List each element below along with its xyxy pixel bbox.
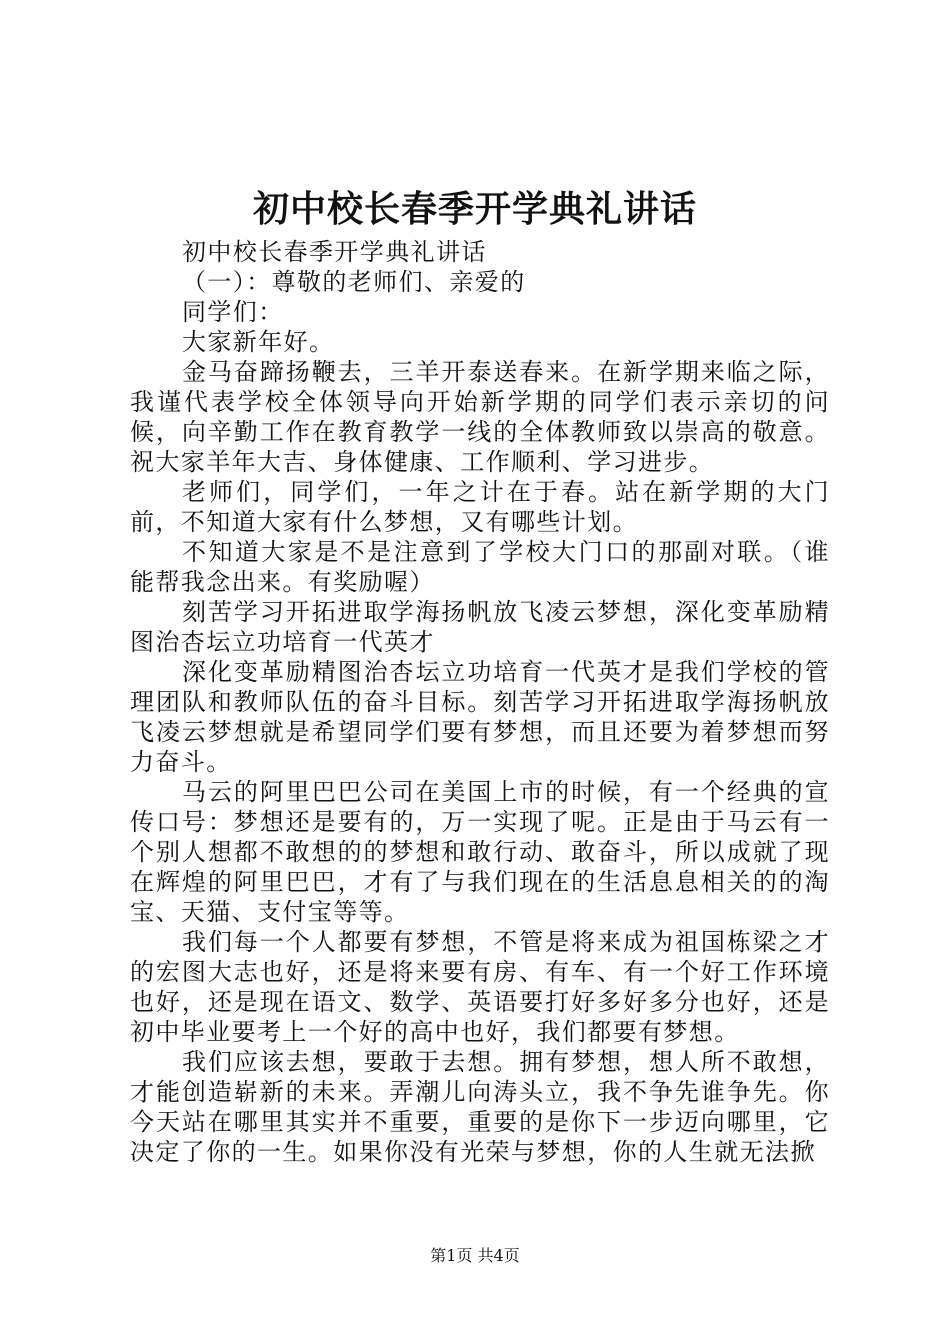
paragraph: 大家新年好。 — [182, 328, 335, 356]
paragraph: 初中校长春季开学典礼讲话 — [182, 238, 487, 266]
document-title: 初中校长春季开学典礼讲话 — [252, 188, 697, 230]
paragraph: 我们应该去想，要敢于去想。拥有梦想，想人所不敢想，才能创造崭新的未来。弄潮儿向涛头立，我不争先谁争先。你今天站在哪里其实并不重要，重要的是你下一步迈向哪里，它决定了你的一生。如果你没有光荣与梦想，你的人生就无法掀 — [130, 1048, 830, 1166]
document-body — [130, 237, 830, 1167]
paragraph: 不知道大家是不是注意到了学校大门口的那副对联。（谁能帮我念出来。有奖励喔） — [130, 538, 830, 596]
paragraph: 老师们，同学们，一年之计在于春。站在新学期的大门前，不知道大家有什么梦想，又有哪些计划。 — [130, 478, 830, 536]
paragraph: 金马奋蹄扬鞭去，三羊开泰送春来。在新学期来临之际，我谨代表学校全体领导向开始新学期的同学们表示亲切的问候，向辛勤工作在教育教学一线的全体教师致以崇高的敬意。祝大家羊年大吉、身体健康、工作顺利、学习进步。 — [130, 358, 830, 476]
paragraph: （一）：尊敬的老师们、亲爱的 — [182, 268, 526, 296]
paragraph: 深化变革励精图治杏坛立功培育一代英才是我们学校的管理团队和教师队伍的奋斗目标。刻苦学习开拓进取学海扬帆放飞凌云梦想就是希望同学们要有梦想，而且还要为着梦想而努力奋斗。 — [130, 658, 830, 776]
paragraph: 我们每一个人都要有梦想，不管是将来成为祖国栋梁之才的宏图大志也好，还是将来要有房、有车、有一个好工作环境也好，还是现在语文、数学、英语要打好多好多分也好，还是初中毕业要考上一个好的高中也好，我们都要有梦想。 — [130, 928, 830, 1046]
page-footer: 第1页 共4页 — [430, 1246, 520, 1265]
paragraph: 同学们： — [182, 298, 284, 326]
paragraph: 刻苦学习开拓进取学海扬帆放飞凌云梦想，深化变革励精图治杏坛立功培育一代英才 — [130, 598, 830, 656]
paragraph: 马云的阿里巴巴公司在美国上市的时候，有一个经典的宣传口号：梦想还是要有的，万一实现了呢。正是由于马云有一个别人想都不敢想的的梦想和敢行动、敢奋斗，所以成就了现在辉煌的阿里巴巴，才有了与我们现在的生活息息相关的的淘宝、天猫、支付宝等等。 — [130, 778, 830, 926]
